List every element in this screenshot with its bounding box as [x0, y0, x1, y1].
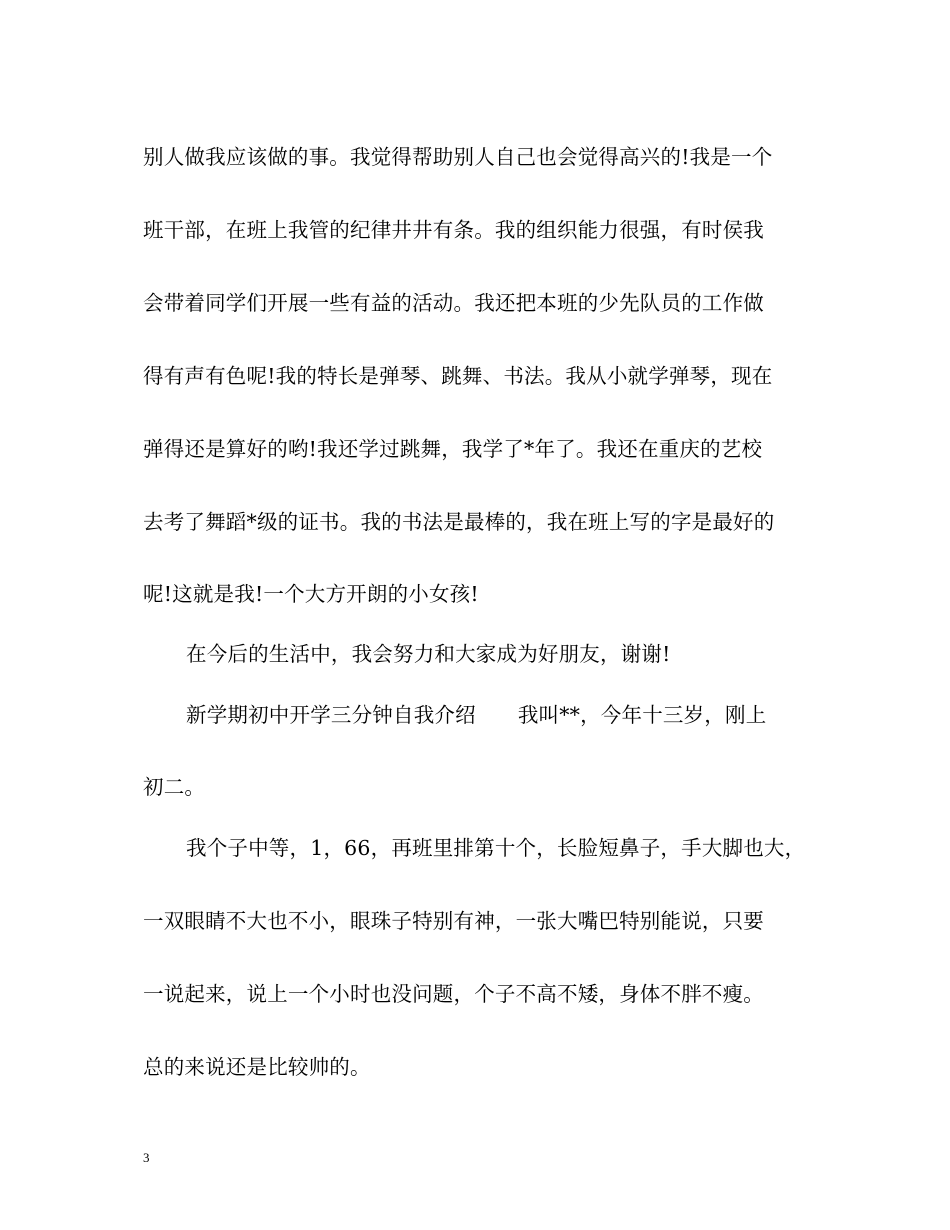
paragraph-line: 我个子中等，1，66，再班里排第十个，长脸短鼻子，手大脚也大， [186, 836, 806, 860]
section-title: 新学期初中开学三分钟自我介绍 [186, 703, 476, 727]
paragraph-line: 一说起来，说上一个小时也没问题，个子不高不矮，身体不胖不瘦。 [143, 982, 764, 1006]
paragraph-start: 我叫**，今年十三岁，刚上 [517, 703, 767, 727]
paragraph-line: 总的来说还是比较帅的。 [143, 1055, 371, 1079]
paragraph-line: 会带着同学们开展一些有益的活动。我还把本班的少先队员的工作做 [143, 291, 764, 315]
closing-paragraph: 在今后的生活中，我会努力和大家成为好朋友，谢谢! [186, 642, 671, 666]
paragraph-line: 初二。 [143, 775, 206, 799]
paragraph-line: 班干部，在班上我管的纪律井井有条。我的组织能力很强，有时侯我 [143, 218, 764, 242]
paragraph-line: 别人做我应该做的事。我觉得帮助别人自己也会觉得高兴的!我是一个 [143, 145, 773, 169]
page-number: 3 [143, 1150, 150, 1165]
paragraph-line: 呢!这就是我!一个大方开朗的小女孩! [143, 582, 479, 606]
paragraph-line: 去考了舞蹈*级的证书。我的书法是最棒的，我在班上写的字是最好的 [143, 510, 775, 534]
paragraph-line: 一双眼睛不大也不小，眼珠子特别有神，一张大嘴巴特别能说，只要 [143, 909, 764, 933]
paragraph-line: 得有声有色呢!我的特长是弹琴、跳舞、书法。我从小就学弹琴，现在 [143, 364, 773, 388]
section-heading-line [186, 701, 766, 729]
paragraph-line: 弹得还是算好的哟!我还学过跳舞，我学了*年了。我还在重庆的艺校 [143, 437, 763, 461]
